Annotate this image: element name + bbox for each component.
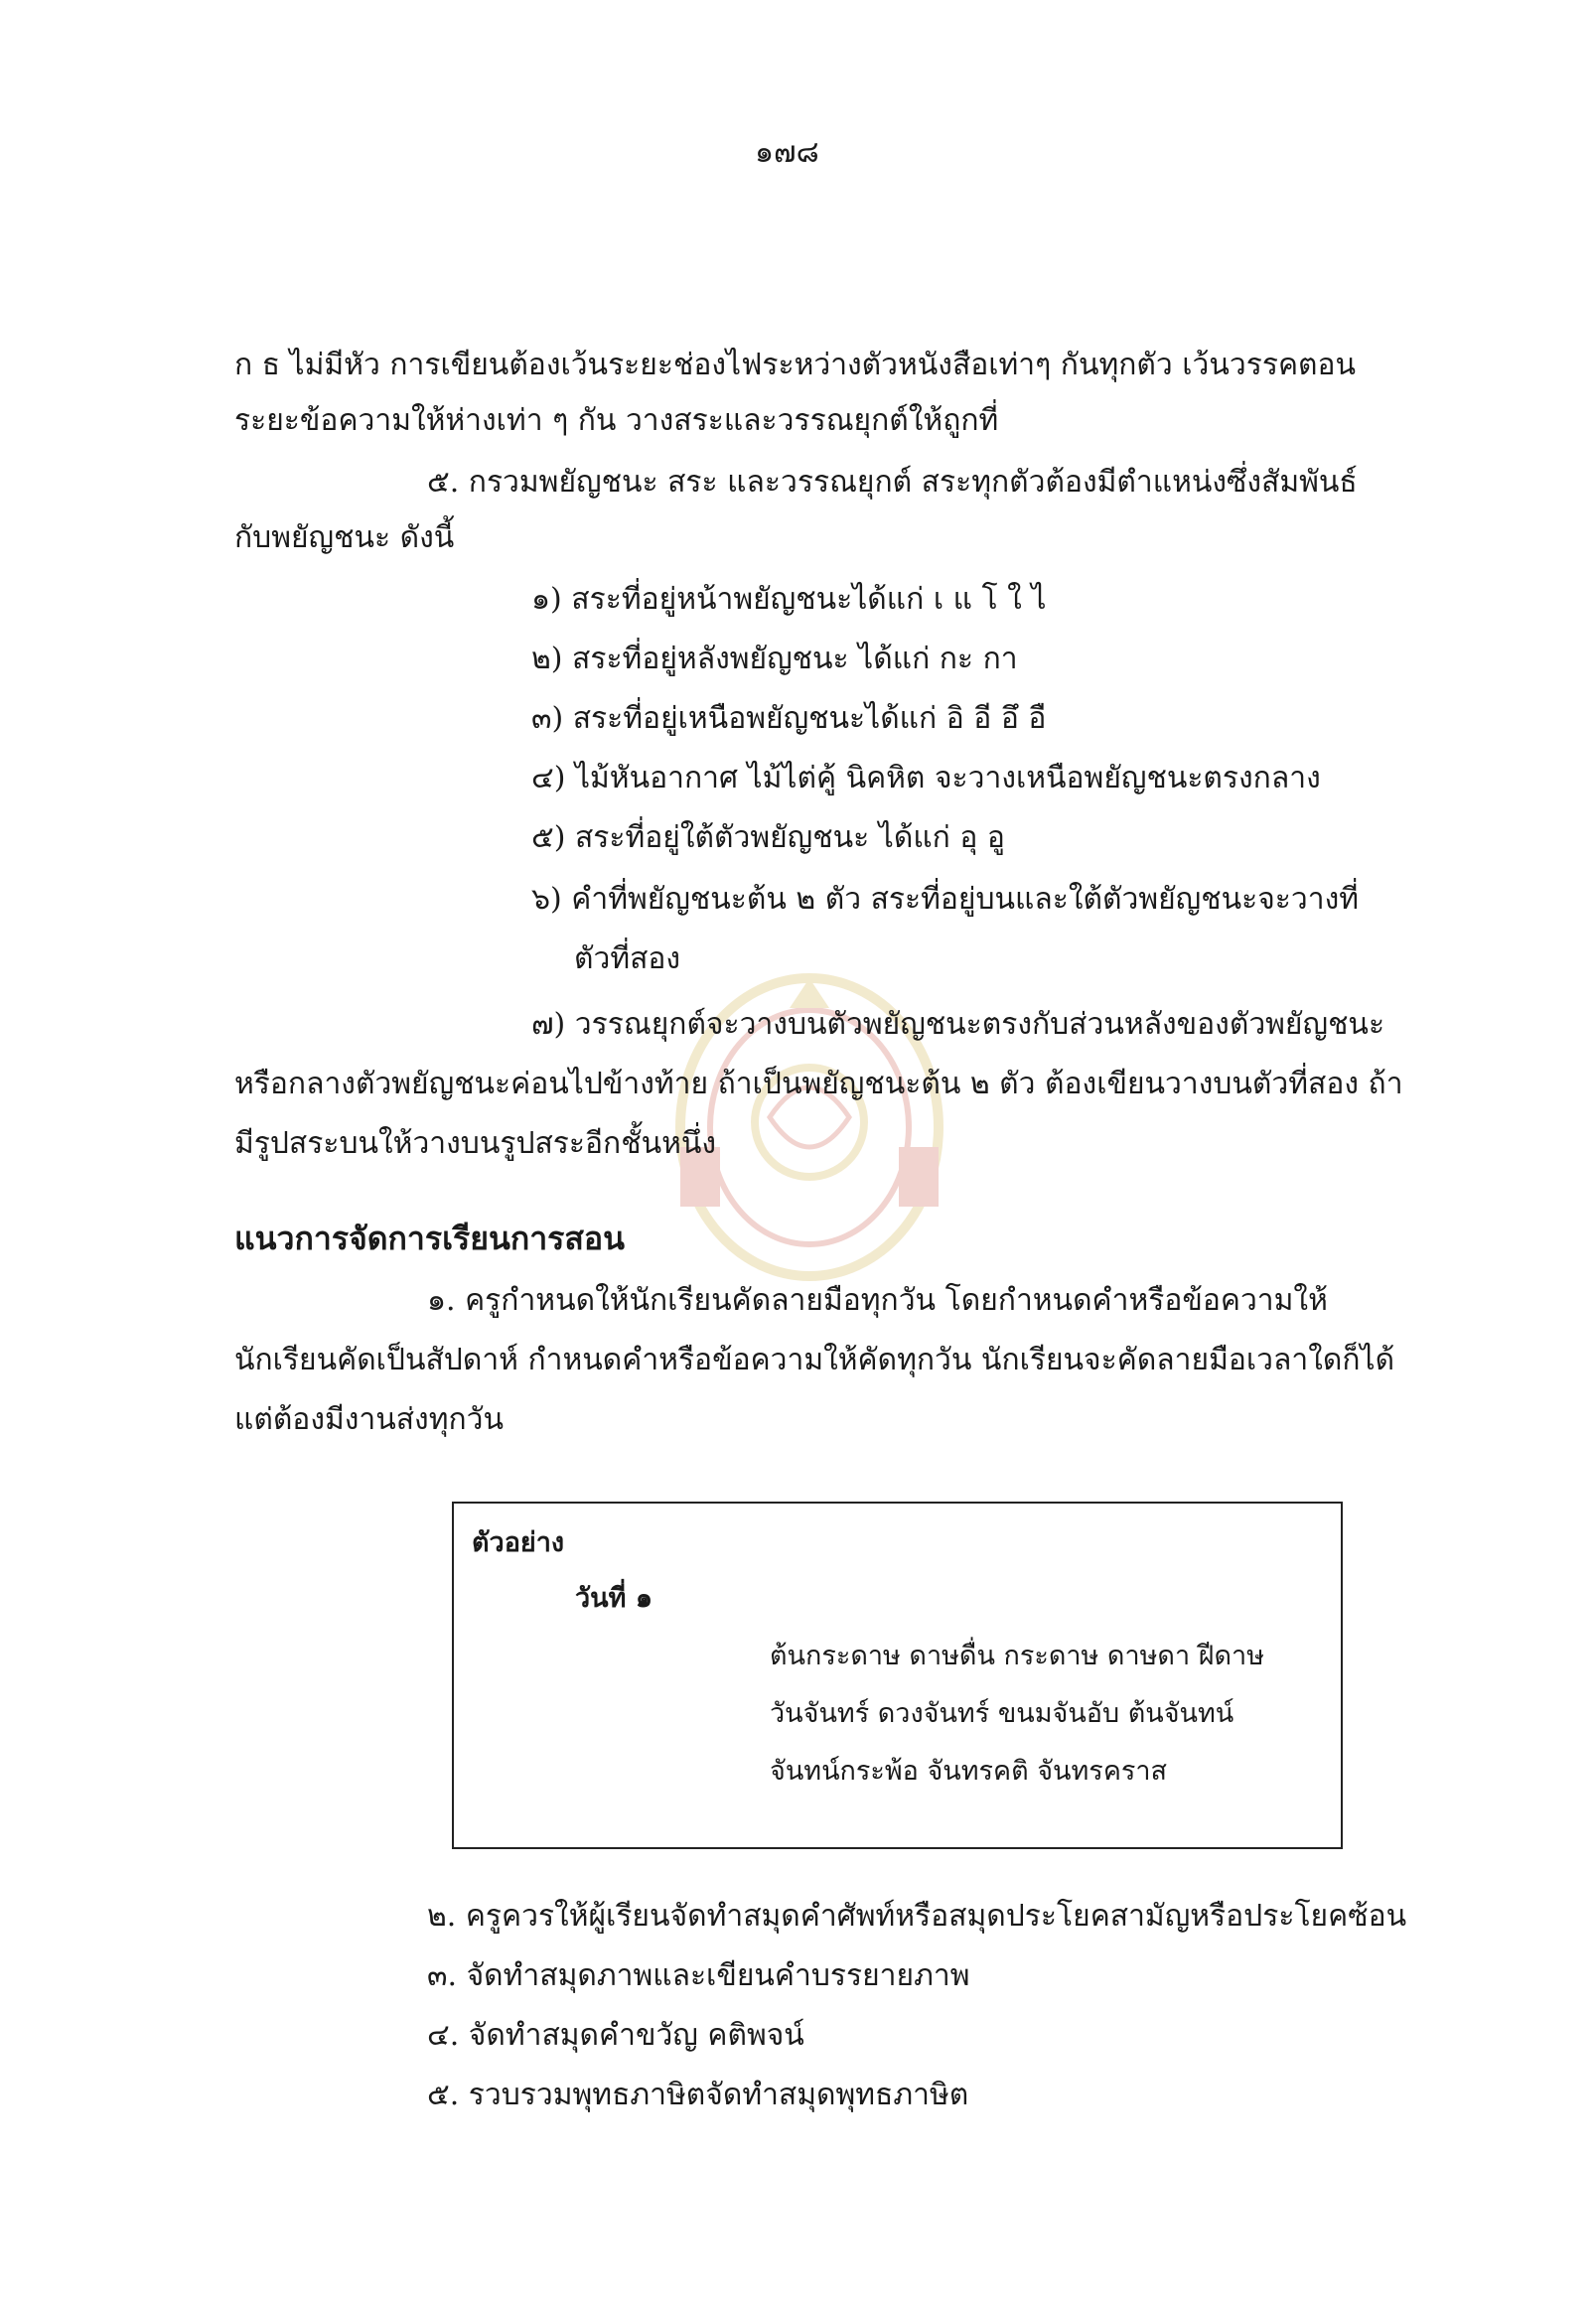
teaching-item: ๒. ครูควรให้ผู้เรียนจัดทำสมุดคำศัพท์หรือสมุดประโยคสามัญหรือประโยคซ้อน [427, 1899, 1407, 1934]
sub-item-continuation: ตัวที่สอง [574, 941, 681, 976]
example-box [452, 1502, 1343, 1849]
sub-item: ๗) วรรณยุกต์จะวางบนตัวพยัญชนะตรงกับส่วนหลังของตัวพยัญชนะ [531, 1007, 1385, 1042]
sub-item: ๓) สระที่อยู่เหนือพยัญชนะได้แก่ อิ อี อึ อื [531, 701, 1047, 736]
page-number: ๑๗๘ [755, 135, 819, 170]
sub-item: ๒) สระที่อยู่หลังพยัญชนะ ได้แก่ กะ กา [531, 642, 1018, 676]
teaching-item: ๓. จัดทำสมุดภาพและเขียนคำบรรยายภาพ [427, 1958, 970, 1993]
paragraph-line: มีรูปสระบนให้วางบนรูปสระอีกชั้นหนึ่ง [234, 1126, 717, 1161]
example-label: ตัวอย่าง [472, 1527, 565, 1558]
teaching-item: ๕. รวบรวมพุทธภาษิตจัดทำสมุดพุทธภาษิต [427, 2078, 969, 2112]
sub-item: ๖) คำที่พยัญชนะต้น ๒ ตัว สระที่อยู่บนและใต้ตัวพยัญชนะจะวางที่ [531, 882, 1360, 917]
sub-item: ๔) ไม้หันอากาศ ไม้ไต่คู้ นิคหิต จะวางเหนือพยัญชนะตรงกลาง [531, 761, 1321, 795]
paragraph-line: ก ธ ไม่มีหัว การเขียนต้องเว้นระยะช่องไฟระหว่างตัวหนังสือเท่าๆ กันทุกตัว เว้นวรรคตอน [234, 348, 1357, 382]
paragraph-line: หรือกลางตัวพยัญชนะค่อนไปข้างท้าย ถ้าเป็นพยัญชนะต้น ๒ ตัว ต้องเขียนวางบนตัวที่สอง ถ้า [234, 1067, 1403, 1101]
teaching-item-line: นักเรียนคัดเป็นสัปดาห์ กำหนดคำหรือข้อความให้คัดทุกวัน นักเรียนจะคัดลายมือเวลาใดก็ได้ [234, 1343, 1395, 1377]
section-heading: แนวการจัดการเรียนการสอน [234, 1220, 625, 1257]
example-day: วันที่ ๑ [575, 1583, 653, 1614]
sub-item: ๕) สระที่อยู่ใต้ตัวพยัญชนะ ได้แก่ อุ อู [531, 820, 1005, 855]
paragraph-line: ระยะข้อความให้ห่างเท่า ๆ กัน วางสระและวรรณยุกต์ให้ถูกที่ [234, 403, 999, 438]
sub-item: ๑) สระที่อยู่หน้าพยัญชนะได้แก่ เ แ โ ใ ไ [531, 582, 1047, 617]
list-item-5-line: กับพยัญชนะ ดังนี้ [234, 520, 455, 555]
example-line: ต้นกระดาษ ดาษดื่น กระดาษ ดาษดา ฝีดาษ [770, 1641, 1264, 1671]
example-line: จันทน์กระพ้อ จันทรคติ จันทรคราส [770, 1756, 1168, 1787]
teaching-item-line: ๑. ครูกำหนดให้นักเรียนคัดลายมือทุกวัน โดยกำหนดคำหรือข้อความให้ [427, 1283, 1328, 1318]
teaching-item: ๔. จัดทำสมุดคำขวัญ คติพจน์ [427, 2018, 804, 2053]
list-item-5-line: ๕. กรวมพยัญชนะ สระ และวรรณยุกต์ สระทุกตัวต้องมีตำแหน่งซึ่งสัมพันธ์ [427, 465, 1358, 500]
example-line: วันจันทร์ ดวงจันทร์ ขนมจันอับ ต้นจันทน์ [770, 1698, 1234, 1729]
teaching-item-line: แต่ต้องมีงานส่งทุกวัน [234, 1402, 504, 1437]
